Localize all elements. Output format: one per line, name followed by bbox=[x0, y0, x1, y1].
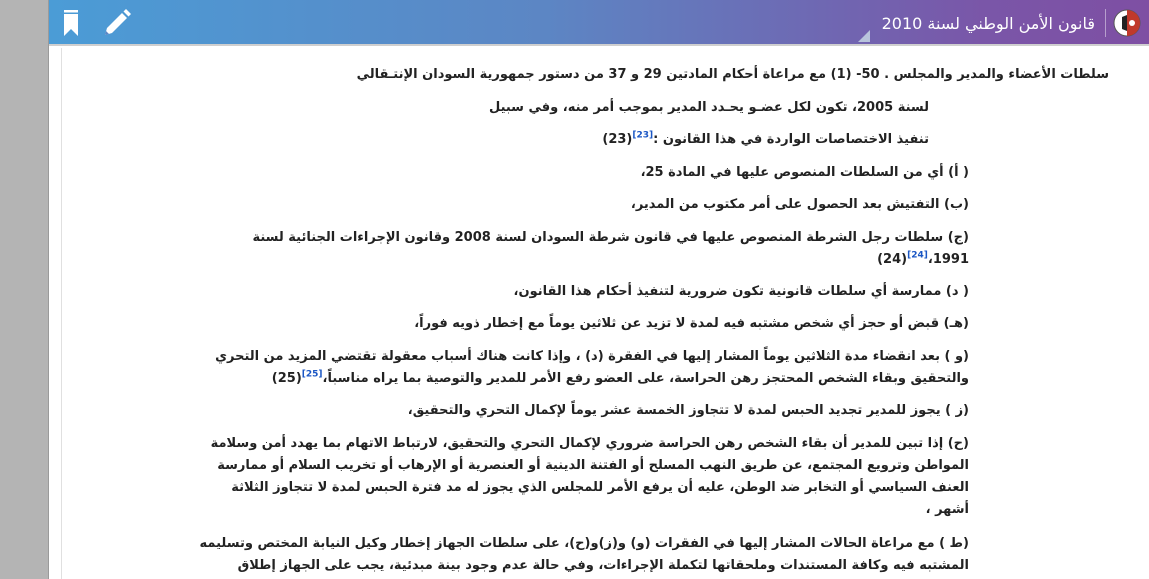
title-area bbox=[882, 0, 1149, 46]
paragraph-line: العنف السياسي أو التخابر ضد الوطن، عليه أن يرفع الأمر للمجلس الذي يجوز له مد فترة الحبس لمدة لا تتجاوز الثلاثة bbox=[231, 480, 969, 495]
pencil-icon bbox=[102, 8, 132, 38]
footnote-link[interactable]: [24] bbox=[907, 250, 928, 261]
paragraph bbox=[119, 346, 969, 390]
footnote-link[interactable]: [23] bbox=[632, 130, 654, 141]
reader-window bbox=[48, 0, 1149, 579]
paragraph-text: سلطات الأعضاء والمدير والمجلس . 50- (1) مع مراعاة أحكام المادتين 29 و 37 من دستور جمهورية السودان الإنتـقالي bbox=[356, 67, 1109, 82]
paragraph bbox=[129, 97, 929, 119]
paragraph bbox=[119, 227, 969, 271]
footnote-number: (23) bbox=[602, 132, 633, 147]
paragraph-text: ( أ) أي من السلطات المنصوص عليها في المادة 25، bbox=[640, 165, 969, 180]
paragraph bbox=[119, 313, 969, 335]
paragraph-text: والتحقيق وبقاء الشخص المحتجز رهن الحراسة، على العضو رفع الأمر للمدير والتوصية بما يراه مناسباً، bbox=[322, 371, 969, 386]
paragraph-line: أشهر ، bbox=[925, 502, 969, 517]
paragraph-text: (ب) التفتيش بعد الحصول على أمر مكتوب من المدير، bbox=[630, 197, 969, 212]
paragraph-line: المواطن وترويع المجتمع، عن طريق النهب المسلح أو الفتنة الدينية أو العنصرية أو الإرهاب أو تخريب السلام أو ممارسة bbox=[217, 458, 969, 473]
paragraph bbox=[119, 281, 969, 303]
paragraph-line: (ط ) مع مراعاة الحالات المشار إليها في الفقرات (و) و(ز)و(ح)، على سلطات الجهاز إخطار وكيل النيابة المختص وتسليمه bbox=[199, 536, 969, 551]
left-gutter bbox=[0, 0, 48, 579]
paragraph-text: (هـ) قبض أو حجز أي شخص مشتبه فيه لمدة لا تزيد عن ثلاثين يوماً مع إخطار ذويه فوراً، bbox=[414, 316, 969, 331]
document-content bbox=[61, 48, 1149, 579]
footnote-number: (24) bbox=[877, 252, 908, 267]
page-fold-corner bbox=[858, 30, 870, 42]
paragraph bbox=[119, 533, 969, 577]
paragraph-text: تنفيذ الاختصاصات الواردة في هذا القانون : bbox=[653, 132, 929, 147]
paragraph-text: ( د) ممارسة أي سلطات قانونية تكون ضرورية لتنفيذ أحكام هذا القانون، bbox=[513, 284, 969, 299]
paragraph bbox=[119, 400, 969, 422]
header-bar bbox=[49, 0, 1149, 46]
paragraph bbox=[119, 162, 969, 184]
paragraph-text: لسنة 2005، تكون لكل عضـو يحـدد المدير بموجب أمر منه، وفي سبيل bbox=[488, 100, 929, 115]
paragraph bbox=[119, 433, 969, 521]
bookmark-icon bbox=[64, 10, 78, 36]
paragraph-line: (ح) إذا تبين للمدير أن بقاء الشخص رهن الحراسة ضروري لإكمال التحري والتحقيق، لارتباط الاتهام بما يهدد أمن وسلامة bbox=[210, 436, 969, 451]
app-logo-icon bbox=[1112, 8, 1142, 38]
paragraph-line bbox=[119, 368, 969, 390]
paragraph-line: المشتبه فيه وكافة المستندات وملحقاتها لتكملة الإجراءات، وفي حالة عدم وجود بينة مبدئية، يجب على الجهاز إطلاق bbox=[237, 558, 969, 573]
paragraph bbox=[119, 194, 969, 216]
bookmark-button[interactable] bbox=[59, 0, 83, 46]
paragraph bbox=[129, 129, 929, 151]
paragraph-text: 1991، bbox=[927, 252, 969, 267]
paragraph-line bbox=[119, 249, 969, 271]
paragraph bbox=[109, 64, 1109, 86]
page-title: قانون الأمن الوطني لسنة 2010 bbox=[881, 13, 1095, 33]
edit-button[interactable] bbox=[99, 0, 135, 46]
paragraph-line: (ج) سلطات رجل الشرطة المنصوص عليها في قانون شرطة السودان لسنة 2008 وقانون الإجراءات الجنائية لسنة bbox=[252, 230, 969, 245]
title-divider bbox=[1105, 9, 1106, 37]
footnote-link[interactable]: [25] bbox=[301, 369, 323, 380]
footnote-number: (25) bbox=[271, 371, 302, 386]
paragraph-line: (و ) بعد انقضاء مدة الثلاثين يوماً المشار إليها في الفقرة (د) ، وإذا كانت هناك أسباب معقولة تقتضي المزيد من التحري bbox=[215, 349, 969, 364]
paragraph-text: (ز ) يجوز للمدير تجديد الحبس لمدة لا تتجاوز الخمسة عشر يوماً لإكمال التحري والتحقيق، bbox=[407, 403, 969, 418]
